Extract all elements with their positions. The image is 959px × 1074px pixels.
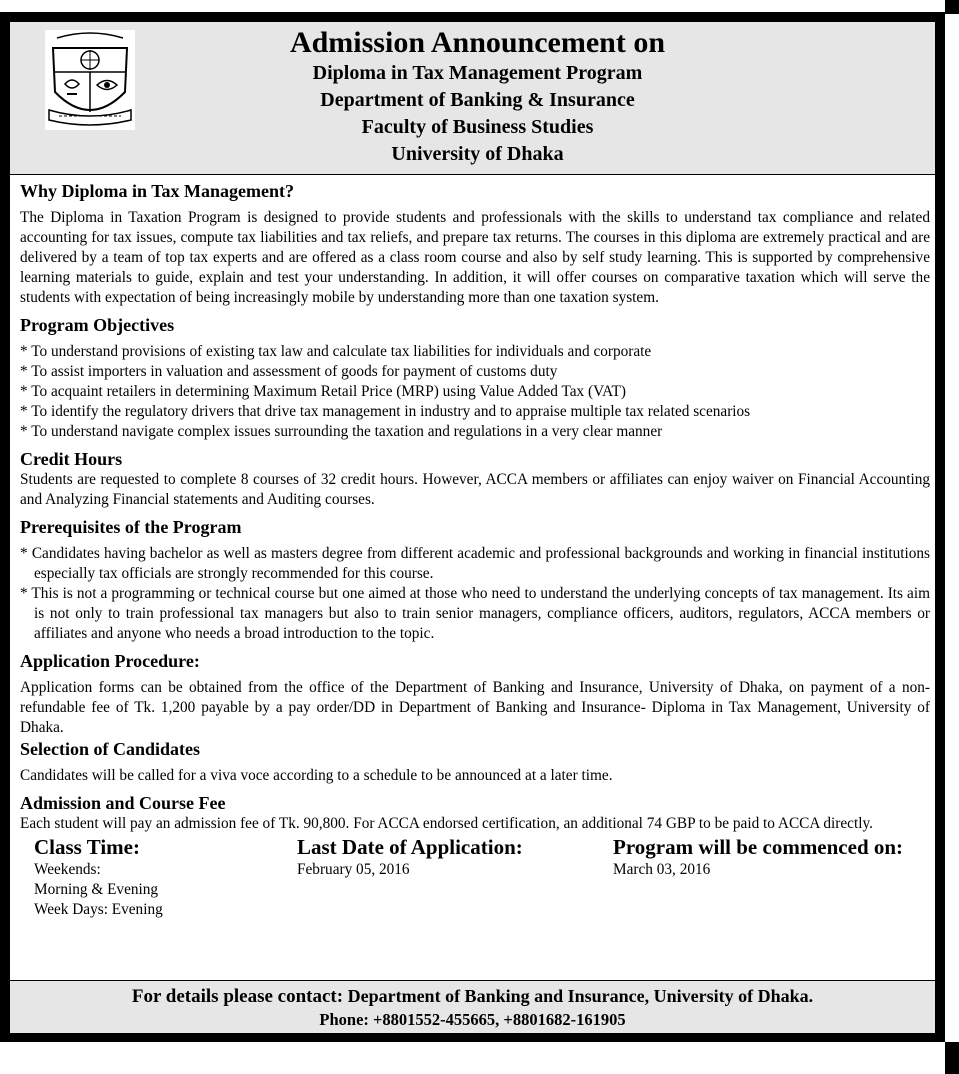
selection-paragraph: Candidates will be called for a viva voce according to a schedule to be announced at a later time. xyxy=(20,767,613,784)
right-edge-bar xyxy=(945,0,959,14)
department-name: Department of Banking & Insurance xyxy=(320,89,635,111)
header-banner xyxy=(10,22,935,175)
schedule-columns xyxy=(20,834,930,916)
contact-phone: Phone: +8801552-455665, +8801682-161905 xyxy=(319,1010,626,1029)
class-time-line: Morning & Evening xyxy=(34,881,159,898)
faculty-name: Faculty of Business Studies xyxy=(361,116,594,138)
class-time-line: Week Days: Evening xyxy=(34,901,163,918)
credit-paragraph: Students are requested to complete 8 courses of 32 credit hours. However, ACCA members or affiliates can enjoy waiver on Financial Accounting and Analyzing Financial statements and Auditing courses. xyxy=(20,471,930,508)
last-date-value: February 05, 2016 xyxy=(297,861,410,878)
last-date-heading: Last Date of Application: xyxy=(297,835,523,859)
commence-value: March 03, 2016 xyxy=(613,861,711,878)
contact-footer xyxy=(10,980,935,1033)
university-name: University of Dhaka xyxy=(391,143,564,165)
contact-value: Department of Banking and Insurance, University of Dhaka. xyxy=(347,986,814,1006)
why-heading: Why Diploma in Tax Management? xyxy=(20,181,295,201)
announcement-page xyxy=(10,22,935,1032)
announcement-frame xyxy=(0,12,945,1042)
application-paragraph: Application forms can be obtained from the office of the Department of Banking and Insurance, University of Dhaka, on payment of a non-refundable fee of Tk. 1,200 payable by a pay order/DD in Department of Banking and Insurance- Diploma in Tax Management, University of Dhaka. xyxy=(20,679,930,736)
list-item: * To acquaint retailers in determining Maximum Retail Price (MRP) using Value Added Tax (VAT) xyxy=(20,382,930,402)
prerequisites-list xyxy=(20,544,930,644)
class-time-block xyxy=(34,834,163,920)
class-time-heading: Class Time: xyxy=(34,835,140,859)
class-time-line: Weekends: xyxy=(34,861,101,878)
commence-block xyxy=(613,834,903,880)
list-item: * Candidates having bachelor as well as masters degree from different academic and professional backgrounds and working in financial institutions especially tax officials are strongly recommended for this course. xyxy=(20,544,930,584)
list-item: * This is not a programming or technical course but one aimed at those who need to understand the underlying concepts of tax management. Its aim is not only to train professional tax managers but also to train senior managers, compliance officers, auditors, regulators, ACCA members or affiliates and anyone who needs a broad introduction to the topic. xyxy=(20,584,930,644)
application-heading: Application Procedure: xyxy=(20,651,200,671)
header-titles xyxy=(10,26,935,168)
list-item: * To understand provisions of existing tax law and calculate tax liabilities for individuals and corporate xyxy=(20,342,930,362)
announcement-title: Admission Announcement on xyxy=(289,26,666,59)
list-item: * To understand navigate complex issues surrounding the taxation and regulations in a very clear manner xyxy=(20,422,930,442)
list-item: * To identify the regulatory drivers that drive tax management in industry and to appraise multiple tax related scenarios xyxy=(20,402,930,422)
fee-paragraph: Each student will pay an admission fee of Tk. 90,800. For ACCA endorsed certification, an additional 74 GBP to be paid to ACCA directly. xyxy=(20,815,873,832)
last-date-block xyxy=(297,834,523,880)
commence-heading: Program will be commenced on: xyxy=(613,835,904,859)
fee-heading: Admission and Course Fee xyxy=(20,793,226,813)
objectives-list xyxy=(20,342,930,442)
selection-heading: Selection of Candidates xyxy=(20,739,200,759)
prerequisites-heading: Prerequisites of the Program xyxy=(20,517,242,537)
announcement-body xyxy=(20,180,930,916)
right-edge-bar-lower xyxy=(945,1042,959,1074)
why-paragraph: The Diploma in Taxation Program is designed to provide students and professionals with the skills to understand tax compliance and related accounting for tax issues, compute tax liabilities and tax reliefs, and prepare tax returns. The courses in this diploma are extremely practical and are delivered by a team of top tax experts and are offered as a class room course and also by self study learning. This is supported by comprehensive learning materials to guide, explain and test your understanding. In addition, it will offer courses on comparative taxation which will serve the students with expectation of being increasingly mobile by understanding more than one taxation system. xyxy=(20,209,930,306)
contact-label: For details please contact: xyxy=(131,986,344,1007)
list-item: * To assist importers in valuation and assessment of goods for payment of customs duty xyxy=(20,362,930,382)
credit-heading: Credit Hours xyxy=(20,449,123,469)
objectives-heading: Program Objectives xyxy=(20,315,175,335)
program-name: Diploma in Tax Management Program xyxy=(312,62,643,84)
